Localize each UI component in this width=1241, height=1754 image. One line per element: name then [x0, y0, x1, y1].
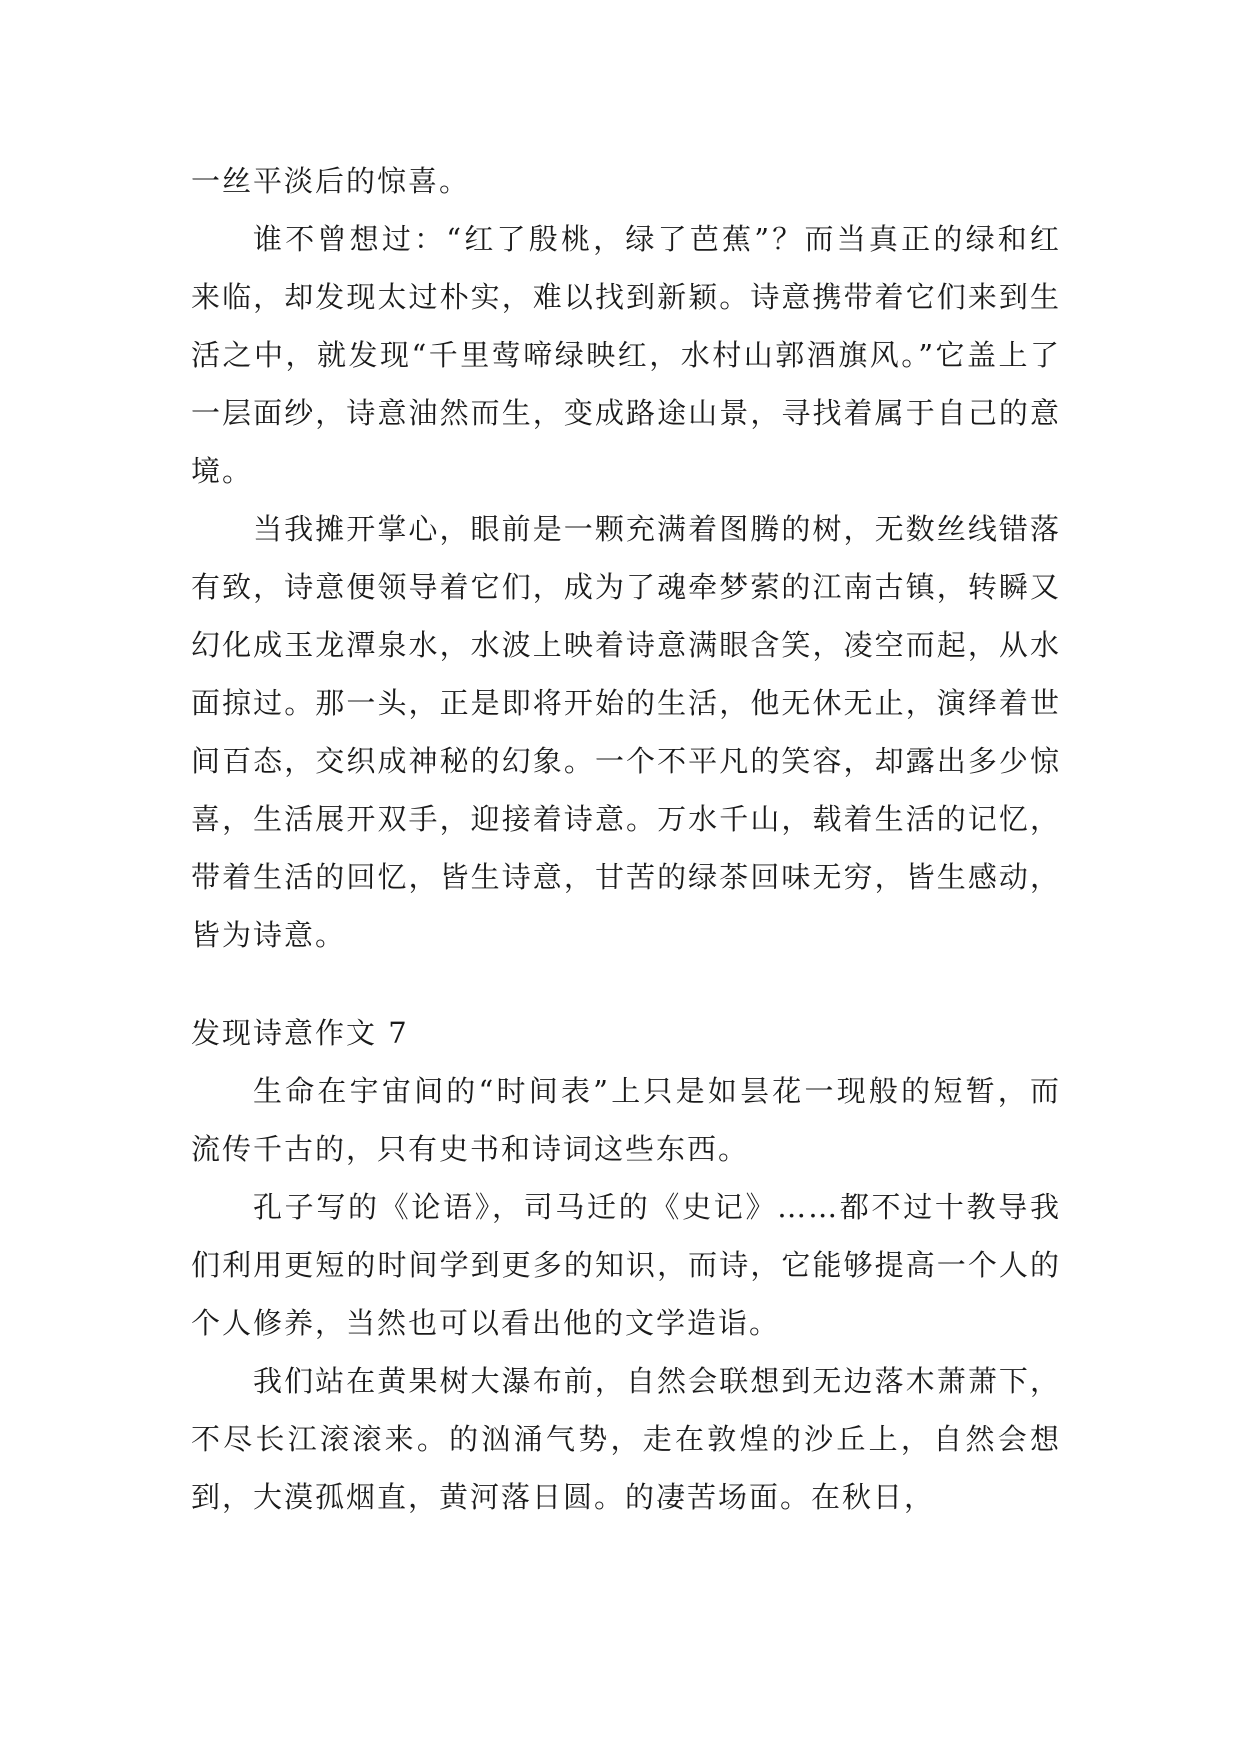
paragraph-continuation: 一丝平淡后的惊喜。	[191, 164, 471, 198]
paragraph: 当我摊开掌心，眼前是一颗充满着图腾的树，无数丝线错落有致，诗意便领导着它们，成为了魂牵梦萦的江南古镇，转瞬又幻化成玉龙潭泉水，水波上映着诗意满眼含笑，凌空而起，从水面掠过。那一头，正是即将开始的生活，他无休无止，演绎着世间百态，交织成神秘的幻象。一个不平凡的笑容，却露出多少惊喜，生活展开双手，迎接着诗意。万水千山，载着生活的记忆，带着生活的回忆，皆生诗意，甘苦的绿茶回味无穷，皆生感动，皆为诗意。	[191, 512, 1061, 952]
paragraph: 生命在宇宙间的“时间表”上只是如昙花一现般的短暂，而流传千古的，只有史书和诗词这些东西。	[191, 1074, 1061, 1166]
paragraph: 孔子写的《论语》，司马迁的《史记》……都不过十教导我们利用更短的时间学到更多的知识，而诗，它能够提高一个人的个人修养，当然也可以看出他的文学造诣。	[191, 1190, 1061, 1340]
paragraph: 我们站在黄果树大瀑布前，自然会联想到无边落木萧萧下，不尽长江滚滚来。的汹涌气势，走在敦煌的沙丘上，自然会想到，大漠孤烟直，黄河落日圆。的凄苦场面。在秋日，	[191, 1364, 1061, 1514]
section-title: 发现诗意作文 7	[191, 1016, 409, 1050]
paragraph: 谁不曾想过：“红了殷桃，绿了芭蕉”？而当真正的绿和红来临，却发现太过朴实，难以找到新颖。诗意携带着它们来到生活之中，就发现“千里莺啼绿映红，水村山郭酒旗风。”它盖上了一层面纱，诗意油然而生，变成路途山景，寻找着属于自己的意境。	[191, 222, 1061, 488]
document-page	[191, 152, 1061, 1526]
